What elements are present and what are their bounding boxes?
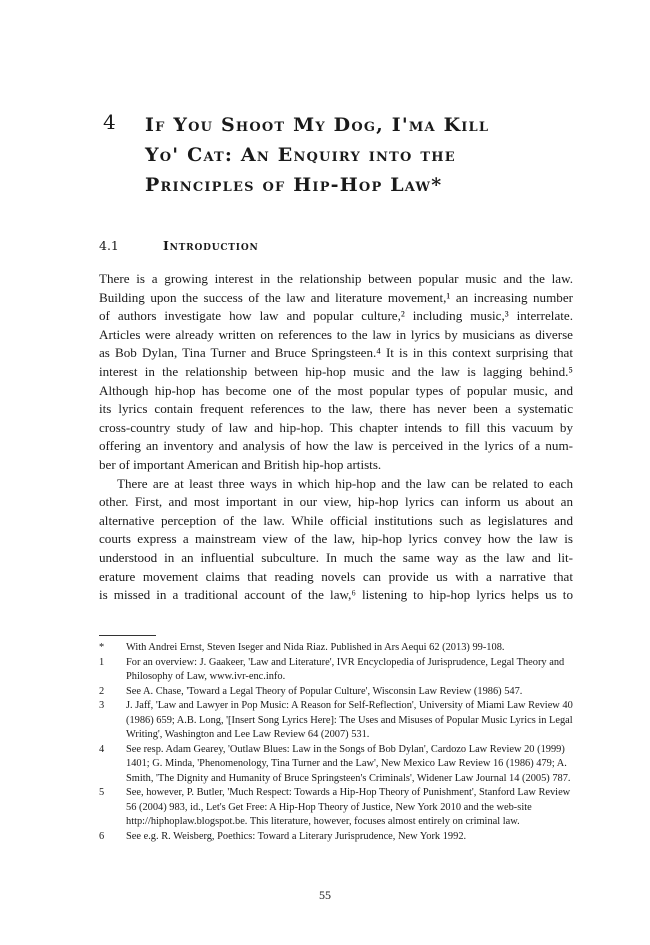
- chapter-title-line: Principles of Hip-Hop Law*: [145, 174, 443, 196]
- text-line: interest in the relationship between hip-hop music and the law is lagging behind.⁵: [99, 363, 573, 379]
- footnote-mark: 6: [99, 830, 105, 842]
- footnote: [99, 685, 573, 700]
- text-line: There is a growing interest in the relationship between popular music and the law.: [99, 271, 573, 286]
- section-heading: [99, 238, 258, 253]
- footnote-text: See resp. Adam Gearey, 'Outlaw Blues: Law in the Songs of Bob Dylan', Cardozo Law Review 20 (1999) 1401; G. Minda, 'Phenomenology, Tina Turner and the Law', New Mexico Law Review 16 (1986) 479; A. Smith, 'The Dignity and Humanity of Bruce Springsteen's Criminals', Widener Law Journal 14 (2005) 787.: [126, 743, 571, 784]
- text-line: Although hip-hop has become one of the most popular types of popular music, and: [99, 382, 573, 398]
- text-line: of authors investigate how law and popular culture,² including music,³ interrelate.: [99, 308, 573, 324]
- footnote-text: For an overview: J. Gaakeer, 'Law and Literature', IVR Encyclopedia of Jurisprudence, Legal Theory and Philosophy of Law, www.ivr-enc.info.: [126, 656, 565, 682]
- chapter-title-line: If You Shoot My Dog, I'ma Kill: [145, 114, 490, 136]
- footnote-text: J. Jaff, 'Law and Lawyer in Pop Music: A Reason for Self-Reflection', University of Miami Law Review 40 (1986) 659; A.B. Long, '[Insert Song Lyrics Here]: The Uses and Misuses of Popular Music Lyrics in Legal Writing', Washington and Lee Law Review 64 (2007) 531.: [126, 700, 573, 740]
- text-line: There are at least three ways in which hip-hop and the law can be related to each: [117, 475, 573, 491]
- paragraph: [99, 475, 573, 605]
- text-line: as Bob Dylan, Tina Turner and Bruce Springsteen.⁴ It is in this context surprising that: [99, 345, 573, 361]
- footnote-text: With Andrei Ernst, Steven Iseger and Nida Riaz. Published in Ars Aequi 62 (2013) 99-108.: [126, 642, 505, 653]
- footnote-text: See A. Chase, 'Toward a Legal Theory of Popular Culture', Wisconsin Law Review (1986) 547.: [126, 685, 523, 697]
- chapter-heading: [103, 110, 545, 200]
- text-line: offering an inventory and analysis of how the law is perceived in the lyrics of a num-: [99, 438, 573, 454]
- footnote-mark: 2: [99, 685, 105, 697]
- footnote: [99, 699, 573, 743]
- text-line: erature movement claims that reading novels can provide us with a narrative that: [99, 568, 573, 584]
- text-line: its lyrics contain frequent references to the law, there has never been a systematic: [99, 401, 573, 417]
- text-line: Building upon the success of the law and literature movement,¹ an increasing number: [99, 289, 573, 305]
- footnote: [99, 656, 573, 685]
- footnote-mark: 1: [99, 656, 105, 668]
- footnote: [99, 830, 573, 845]
- text-line: Articles were already written on references to the law in lyrics by musicians as diverse: [99, 326, 573, 342]
- chapter-number: 4: [103, 110, 116, 134]
- text-line: is missed in a traditional account of the law,⁶ listening to hip-hop lyrics helps us to: [99, 587, 573, 603]
- footnote: [99, 641, 573, 656]
- paragraph: [99, 270, 573, 475]
- footnote-mark: 5: [99, 787, 105, 798]
- text-line: ber of important American and British hip-hop artists.: [99, 456, 382, 472]
- footnote: [99, 743, 573, 787]
- footnote: [99, 786, 573, 830]
- chapter-title-line: Yo' Cat: An Enquiry into the: [145, 144, 456, 166]
- footnote-text: See, however, P. Butler, 'Much Respect: Towards a Hip-Hop Theory of Punishment', Stanford Law Review 56 (2004) 983, id., Let's Get Free: A Hip-Hop Theory of Justice, New York 2010 and the web-site http://hiphoplaw.blogspot.be. This literature, however, focuses almost entirely on criminal law.: [126, 787, 571, 827]
- body-text: [99, 270, 573, 605]
- text-line: understood in an influential subculture. In much the same way as the law and lit-: [99, 549, 573, 565]
- text-line: other. First, and most important in our view, hip-hop lyrics can inform us about an: [99, 494, 573, 510]
- section-title: Introduction: [163, 238, 259, 253]
- footnote-divider: [99, 635, 156, 636]
- chapter-title: [145, 110, 545, 200]
- footnote-mark: 3: [99, 700, 105, 711]
- text-line: courts express a mainstream view of the law, hip-hop lyrics convey how the law is: [99, 531, 573, 547]
- footnote-text: See e.g. R. Weisberg, Poethics: Toward a Literary Jurisprudence, New York 1992.: [126, 830, 467, 842]
- text-line: cross-country study of law and hip-hop. This chapter intends to fill this vacuum by: [99, 419, 573, 435]
- section-number: 4.1: [99, 238, 119, 253]
- page-number: 55: [319, 888, 331, 902]
- footnote-mark: *: [99, 642, 105, 653]
- text-line: alternative perception of the law. While official institutions such as legislatures and: [99, 512, 573, 528]
- footnote-mark: 4: [99, 743, 105, 755]
- footnotes: [99, 641, 573, 844]
